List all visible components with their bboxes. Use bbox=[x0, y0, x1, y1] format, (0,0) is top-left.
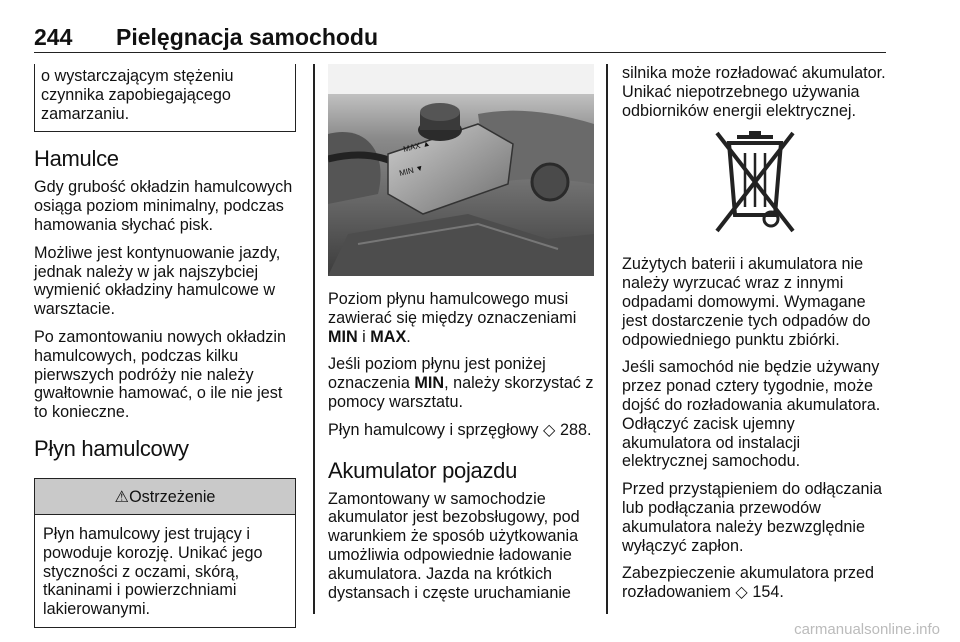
paragraph: Jeśli samochód nie będzie używany przez ponad cztery tygodnie, może dojść do rozładowania akumulatora. Odłączyć zacisk ujemny akumulatora od instalacji elektrycznej samochodu. bbox=[622, 358, 881, 471]
watermark: carmanualsonline.info bbox=[794, 621, 940, 638]
warning-body bbox=[35, 515, 295, 627]
paragraph: silnika może rozładować akumulator. Unikać niepotrzebnego używania odbiorników energii elektrycznej. bbox=[622, 64, 886, 120]
column-divider bbox=[606, 64, 608, 614]
section-title-akumulator: Akumulator pojazdu bbox=[328, 457, 518, 483]
paragraph: Zużytych baterii i akumulatora nie należy wyrzucać wraz z innymi odpadami domowymi. Wymagane jest dostarczenie tych odpadów do odpowiedniego punktu zbiórki. bbox=[622, 255, 871, 349]
max-label: MAX bbox=[370, 327, 407, 346]
section-title-plyn-hamulcowy: Płyn hamulcowy bbox=[34, 435, 189, 461]
weee-symbol bbox=[715, 129, 795, 233]
brake-fluid-reservoir-photo bbox=[328, 64, 594, 276]
paragraph: Poziom płynu hamulcowego musi zawierać się między oznaczeniami MIN i MAX. bbox=[328, 290, 577, 346]
paragraph: Zabezpieczenie akumulatora przed rozładowaniem ◇ 154. bbox=[622, 564, 874, 602]
max-mark: MAX ▲ bbox=[402, 138, 432, 154]
page-reference-icon: ◇ bbox=[735, 583, 748, 602]
paragraph: Gdy grubość okładzin hamulcowych osiąga poziom minimalny, podczas hamowania słychać pisk. bbox=[34, 178, 293, 234]
crossed-bin-icon bbox=[622, 129, 888, 233]
warning-title: Ostrzeżenie bbox=[129, 487, 216, 506]
page-reference-icon: ◇ bbox=[543, 420, 556, 439]
page-number: 244 bbox=[34, 24, 73, 50]
paragraph: Po zamontowaniu nowych okładzin hamulcowych, podczas kilku pierwszych podróży nie należy gwałtownie hamować, o ile nie jest to konieczne. bbox=[34, 327, 286, 422]
column-middle bbox=[328, 64, 594, 611]
page-header bbox=[34, 18, 886, 53]
chapter-title: Pielęgnacja samochodu bbox=[116, 24, 379, 50]
page-reference[interactable]: 154. bbox=[752, 583, 784, 602]
column-left bbox=[34, 64, 296, 628]
min-mark: MIN ▼ bbox=[398, 163, 425, 178]
warning-icon: ⚠ bbox=[114, 487, 130, 506]
warning-text: Płyn hamulcowy jest trujący i powoduje korozję. Unikać jego styczności z oczami, skórą, tkaninami i powierzchniami lakierowanymi. bbox=[43, 524, 263, 619]
paragraph: Możliwe jest kontynuowanie jazdy, jednak należy w jak najszybciej wymienić okładziny hamulcowe w warsztacie. bbox=[34, 243, 281, 319]
column-divider bbox=[313, 64, 315, 614]
continued-box bbox=[34, 64, 296, 132]
page-reference[interactable]: 288. bbox=[559, 420, 592, 439]
paragraph: Płyn hamulcowy i sprzęgłowy ◇ 288. bbox=[328, 420, 592, 439]
section-title-hamulce: Hamulce bbox=[34, 146, 119, 172]
paragraph: Jeśli poziom płynu jest poniżej oznaczenia MIN, należy skorzystać z pomocy warsztatu. bbox=[328, 355, 594, 411]
min-label: MIN bbox=[414, 374, 445, 393]
photo-illustration bbox=[328, 64, 594, 276]
paragraph: Zamontowany w samochodzie akumulator jest bezobsługowy, pod warunkiem że sposób użytkowania umożliwia odpowiednie ładowanie akumulatora. Jazda na krótkich dystansach i częste uruchamianie bbox=[328, 489, 580, 602]
min-label: MIN bbox=[328, 327, 358, 346]
warning-box bbox=[34, 478, 296, 628]
column-right bbox=[622, 64, 888, 611]
warning-header bbox=[35, 479, 295, 515]
continued-text: o wystarczającym stężeniu czynnika zapobiegającego zamarzaniu. bbox=[41, 67, 234, 123]
paragraph: Przed przystąpieniem do odłączania lub podłączania przewodów akumulatora należy bezwzględnie wyłączyć zapłon. bbox=[622, 480, 883, 555]
